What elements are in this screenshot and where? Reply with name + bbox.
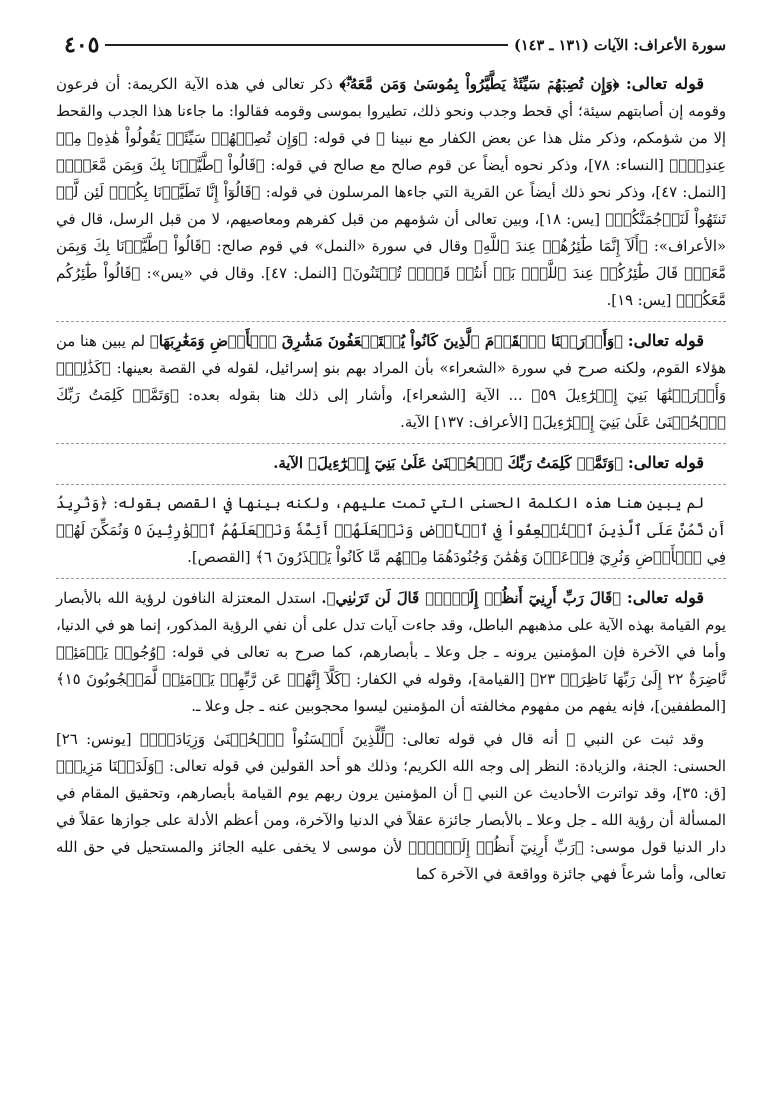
section-3-quote: ﴿وَتَمَّتۡ كَلِمَتُ رَبِّكَ ٱلۡحُسۡنَىٰ عَلَىٰ بَنِيٓ إِسۡرَٰٓءِيلَ﴾ الآية.	[273, 455, 624, 472]
section-1-quote: ﴿وَإِن تُصِبۡهُمۡ سَيِّئَةٞ يَطَّيَّرُواْ بِمُوسَىٰ وَمَن مَّعَهُۥٓۗ﴾	[339, 76, 620, 93]
section-1-label: قوله تعالى:	[625, 74, 704, 93]
section-2-quote: ﴿وَأَوۡرَثۡنَا ٱلۡقَوۡمَ ٱلَّذِينَ كَانُواْ يُسۡتَضۡعَفُونَ مَشَٰرِقَ ٱلۡأَرۡضِ وَمَغَٰرِبَهَا﴾	[149, 333, 623, 350]
page-number: ٤٠٥	[64, 32, 100, 58]
section-divider	[56, 578, 726, 579]
section-1-paragraph-1	[56, 70, 726, 314]
section-divider	[56, 321, 726, 322]
section-4-paragraph-2: وقد ثبت عن النبي ﷺ أنه قال في قوله تعالى: ﴿لِّلَّذِينَ أَحۡسَنُواْ ٱلۡحُسۡنَىٰ وَزِيَادَةٞۖ﴾ [يونس: ٢٦] الحسنى: الجنة، والزيادة: النظر إلى وجه الله الكريم؛ وذلك هو أحد القولين في قوله تعالى: ﴿وَلَدَيۡنَا مَزِيدٞ﴾ [ق: ٣٥]، وقد تواترت الأحاديث عن النبي ﷺ أن المؤمنين يرون ربهم يوم القيامة بأبصارهم، وتحقيق المقام في المسألة أن رؤية الله ـ جل وعلا ـ بالأبصار جائزة عقلاً في الدنيا والآخرة، ومن أعظم الأدلة على جوازها عقلاً في دار الدنيا قول موسى: ﴿رَبِّ أَرِنِيٓ أَنظُرۡ إِلَيۡكَۚ﴾ لأن موسى لا يخفى عليه الجائز والمستحيل في حق الله تعالى، وأما شرعاً فهي جائزة وواقعة في الآخرة كما	[56, 731, 726, 883]
section-divider	[56, 443, 726, 444]
section-3-paragraph-1: لم يبين هنا هذه الكلمة الحسنى التي تمت عليهم، ولكنه بينها في القصص بقوله: ﴿وَنُرِيدُ أَن نَّمُنَّ عَلَى ٱلَّذِينَ ٱسۡتُضۡعِفُواْ فِي ٱلۡأَرۡضِ وَنَجۡعَلَهُمۡ أَئِمَّةٗ وَنَجۡعَلَهُمُ ٱلۡوَٰرِثِينَ ٥ وَنُمَكِّنَ لَهُمۡ فِي ٱلۡأَرۡضِ وَنُرِيَ فِرۡعَوۡنَ وَهَٰمَٰنَ وَجُنُودَهُمَا مِنۡهُم مَّا كَانُواْ يَحۡذَرُونَ ٦﴾ [القصص].	[56, 495, 727, 566]
section-2-label: قوله تعالى:	[627, 331, 704, 350]
section-3-label: قوله تعالى:	[627, 453, 704, 472]
page	[56, 28, 726, 1098]
section-divider	[56, 484, 726, 485]
section-2-paragraph-1	[56, 327, 726, 436]
section-4-quote: ﴿قَالَ رَبِّ أَرِنِيٓ أَنظُرۡ إِلَيۡكَۚ قَالَ لَن تَرَىٰنِي﴾.	[321, 590, 622, 607]
page-body	[56, 70, 726, 888]
section-3-heading	[56, 449, 726, 477]
section-1-text-1: ذكر تعالى في هذه الآية الكريمة: أن فرعون وقومه إن أصابتهم سيئة؛ أي قحط وجدب ونحو ذلك، تطيروا بموسى وقومه فقالوا: ما جاءنا هذا الجدب والقحط إلا من شؤمكم، وذكر مثل هذا عن بعض الكفار مع نبينا ﷺ في قوله: ﴿وَإِن تُصِبۡهُمۡ سَيِّئَةٞ يَقُولُواْ هَٰذِهِۦ مِنۡ عِندِكَۚ﴾ [النساء: ٧٨]، وذكر نحوه أيضاً عن قوم صالح مع صالح في قوله: ﴿قَالُواْ ٱطَّيَّرۡنَا بِكَ وَبِمَن مَّعَكَۚ﴾ [النمل: ٤٧]، وذكر نحو ذلك أيضاً عن القرية التي جاءها المرسلون في قوله: ﴿قَالُوٓاْ إِنَّا تَطَيَّرۡنَا بِكُمۡۖ لَئِن لَّمۡ تَنتَهُواْ لَنَرۡجُمَنَّكُمۡ﴾ [يس: ١٨]، وبين تعالى أن شؤمهم من قبل كفرهم ومعاصيهم، لا من قبل الرسل، قال في «الأعراف»: ﴿أَلَآ إِنَّمَا طَٰٓئِرُهُمۡ عِندَ ٱللَّهِ﴾ وقال في سورة «النمل» في قوم صالح: ﴿قَالُواْ ٱطَّيَّرۡنَا بِكَ وَبِمَن مَّعَكَۚ قَالَ طَٰٓئِرُكُمۡ عِندَ ٱللَّهِۖ بَلۡ أَنتُمۡ قَوۡمٞ تُفۡتَنُونَ﴾ [النمل: ٤٧]. وقال في «يس»: ﴿قَالُواْ طَٰٓئِرُكُم مَّعَكُمۡ﴾ [يس: ١٩].	[56, 76, 726, 309]
section-4-text-1: استدل المعتزلة النافون لرؤية الله بالأبصار يوم القيامة بهذه الآية على مذهبهم الباطل، وقد جاءت آيات تدل على أن نفي الرؤية المذكور، إنما هو في الدنيا، وأما في الآخرة فإن المؤمنين يرونه ـ جل وعلا ـ بأبصارهم، كما صرح به تعالى في قوله: ﴿وُجُوهٞ يَوۡمَئِذٖ نَّاضِرَةٌ ٢٢ إِلَىٰ رَبِّهَا نَاظِرَةٞ ٢٣﴾ [القيامة]، وقوله في الكفار: ﴿كَلَّآ إِنَّهُمۡ عَن رَّبِّهِمۡ يَوۡمَئِذٖ لَّمَحۡجُوبُونَ ١٥﴾ [المطففين]، فإنه يفهم من مفهوم مخالفته أن المؤمنين ليسوا محجوبين عنه ـ جل وعلا ـ.	[56, 590, 726, 715]
section-4-paragraph-1	[56, 584, 726, 720]
header-rule	[105, 44, 508, 46]
running-title: سورة الأعراف: الآيات (١٣١ ـ ١٤٣)	[514, 36, 726, 54]
section-4-label: قوله تعالى:	[626, 588, 704, 607]
section-2-text-1: لم يبين هنا من هؤلاء القوم، ولكنه صرح في سورة «الشعراء» بأن المراد بهم بنو إسرائيل، لقوله في القصة بعينها: ﴿كَذَٰلِكَۖ وَأَوۡرَثۡنَٰهَا بَنِيٓ إِسۡرَٰٓءِيلَ ٥٩﴾ ... الآية [الشعراء]، وأشار إلى ذلك هنا بقوله بعده: ﴿وَتَمَّتۡ كَلِمَتُ رَبِّكَ ٱلۡحُسۡنَىٰ عَلَىٰ بَنِيٓ إِسۡرَٰٓءِيلَ﴾ [الأعراف: ١٣٧] الآية.	[56, 333, 726, 431]
running-header	[56, 28, 726, 62]
